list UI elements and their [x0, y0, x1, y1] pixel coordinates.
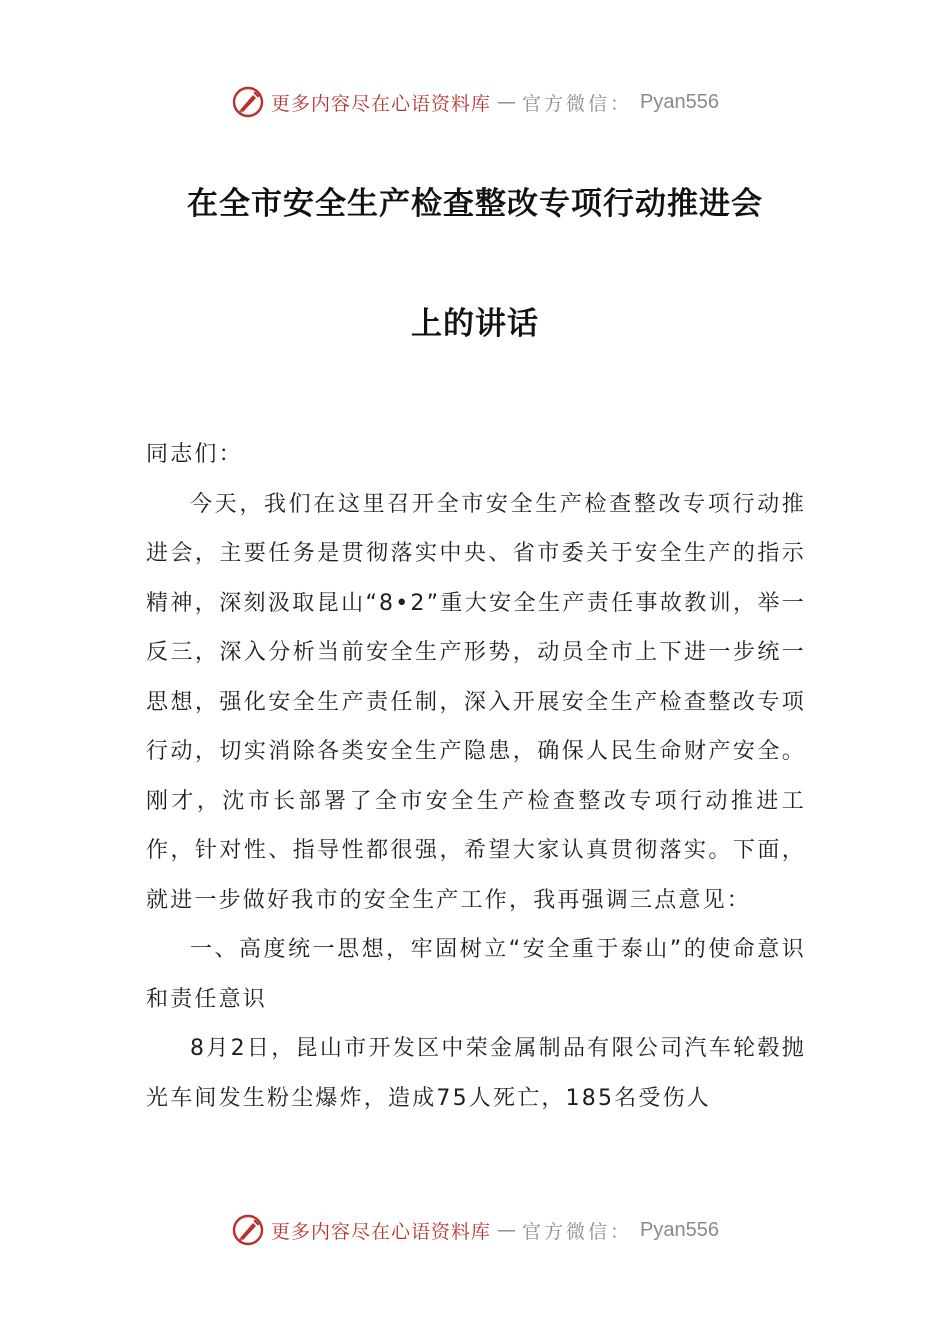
watermark-separator: — — [497, 91, 517, 113]
watermark-wechat-id: Pyan556 — [640, 90, 719, 113]
watermark-banner-top — [0, 82, 950, 122]
watermark-separator: — — [497, 1219, 517, 1241]
section-heading: 一、高度统一思想，牢固树立“安全重于泰山”的使命意识和责任意识 — [146, 937, 806, 1012]
paragraph: 今天，我们在这里召开全市安全生产检查整改专项行动推进会，主要任务是贯彻落实中央、省市委关于安全生产的指示精神，深刻汲取昆山“8•2”重大安全生产责任事故教训，举一反三，深入分析当前安全生产形势，动员全市上下进一步统一思想，强化安全生产责任制，深入开展安全生产检查整改专项行动，切实消除各类安全生产隐患，确保人民生命财产安全。刚才，沈市长部署了全市安全生产检查整改专项行动推进工作，针对性、指导性都很强，希望大家认真贯彻落实。下面，就进一步做好我市的安全生产工作，我再强调三点意见： — [146, 491, 806, 913]
paragraph: 8月2日，昆山市开发区中荣金属制品有限公司汽车轮毂抛光车间发生粉尘爆炸，造成75人死亡，185名受伤人 — [146, 1036, 806, 1111]
pen-logo-icon — [231, 1213, 265, 1247]
watermark-wechat-id: Pyan556 — [640, 1218, 719, 1241]
watermark-site-text: 更多内容尽在心语资料库 — [271, 1220, 492, 1243]
document-title-line2: 上的讲话 — [411, 306, 539, 342]
watermark-banner-bottom — [0, 1210, 950, 1250]
document-body — [146, 430, 806, 1123]
salutation: 同志们： — [146, 442, 243, 467]
watermark-wechat-label: 官方微信： — [522, 1220, 633, 1243]
watermark-wechat-label: 官方微信： — [522, 92, 633, 115]
watermark-site-text: 更多内容尽在心语资料库 — [271, 92, 492, 115]
document-title-line1: 在全市安全生产检查整改专项行动推进会 — [187, 186, 763, 222]
pen-logo-icon — [231, 85, 265, 119]
